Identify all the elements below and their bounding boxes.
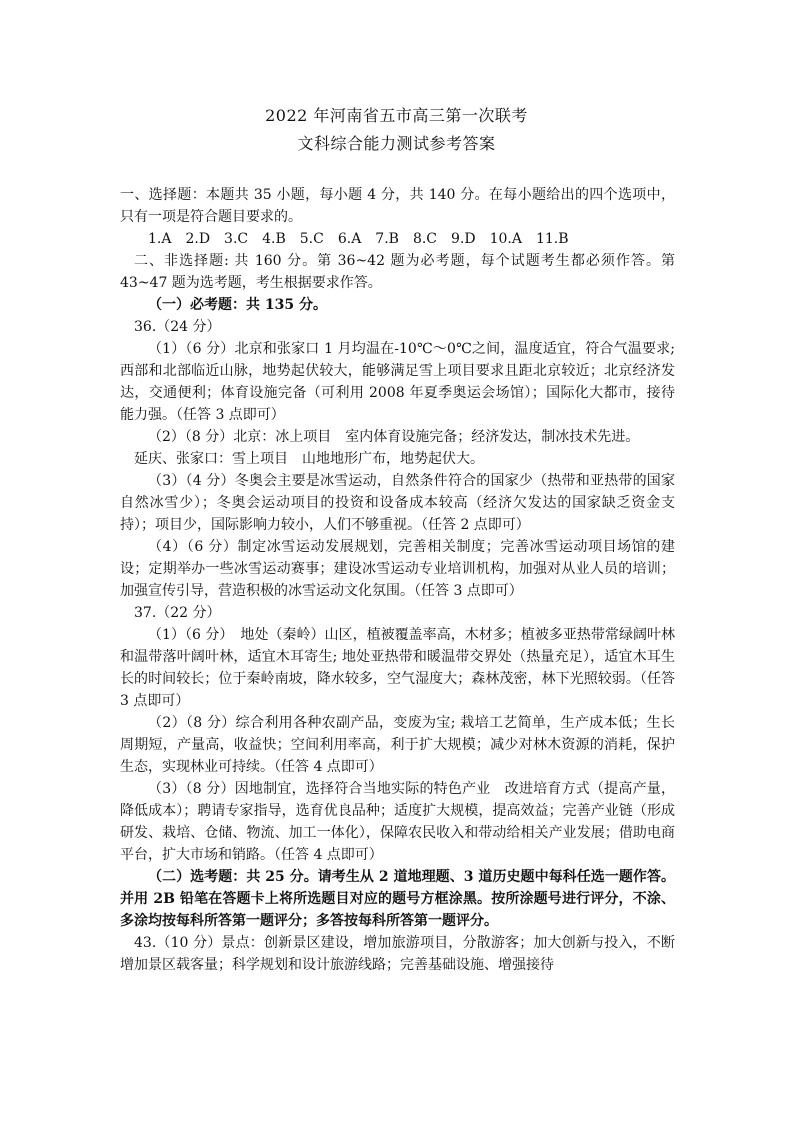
question-43-answer: 43.（10 分）景点：创新景区建设，增加旅游项目，分散游客；加大创新与投入，不断增加景区载客量；科学规划和设计旅游线路；完善基础设施、增强接待 — [120, 935, 675, 973]
document-title: 2022 年河南省五市高三第一次联考 — [265, 106, 528, 125]
q36-part-2: （2）（8 分）北京：冰上项目 室内体育设施完备；经济发达，制冰技术先进。 — [148, 429, 640, 445]
question-36-heading: 36.（24 分） — [134, 319, 221, 335]
section-one-heading: 一、选择题：本题共 35 小题，每小题 4 分，共 140 分。在每小题给出的四个选项中，只有一项是符合题目要求的。 — [120, 187, 675, 225]
q37-part-2: （2）（8 分）综合利用各种农副产品，变废为宝; 栽培工艺简单，生产成本低；生长周期短，产量高，收益快；空间利用率高，利于扩大规模；减少对林木资源的消耗，保护生态，实现林业可持续。（任答 4 点即可） — [120, 715, 675, 775]
answer-content — [120, 184, 675, 976]
q36-part-4: （4）（6 分）制定冰雪运动发展规划，完善相关制度；完善冰雪运动项目场馆的建设；定期举办一些冰雪运动赛事；建设冰雪运动专业培训机构，加强对从业人员的培训；加强宣传引导，营造积极的冰雪运动文化氛围。（任答 3 点即可） — [120, 539, 675, 599]
q37-part-1: （1）（6 分） 地处（秦岭）山区，植被覆盖率高，木材多；植被多亚热带常绿阔叶林和温带落叶阔叶林，适宜木耳寄生; 地处亚热带和暖温带交界处（热量充足），适宜木耳生长的时间较长；位于秦岭南坡，降水较多，空气湿度大；森林茂密，林下光照较弱。（任答 3 点即可） — [120, 627, 675, 709]
choice-answers: 1.A 2.D 3.C 4.B 5.C 6.A 7.B 8.C 9.D 10.A 11.B — [148, 231, 569, 247]
question-37-heading: 37.（22 分） — [134, 605, 221, 621]
q36-part-1: （1）（6 分）北京和张家口 1 月均温在-10℃～0℃之间，温度适宜，符合气温要求; 西部和北部临近山脉，地势起伏较大，能够满足雪上项目要求且距北京较近；北京经济发达，交通便利；体育设施完备（可利用 2008 年夏季奥运会场馆）；国际化大都市，接待能力强。（任答 3 点即可） — [120, 341, 675, 423]
q37-part-3: （3）（8 分）因地制宜，选择符合当地实际的特色产业 改进培育方式（提高产量，降低成本）；聘请专家指导，选育优良品种；适度扩大规模，提高效益；完善产业链（形成研发、栽培、仓储、物流、加工一体化），保障农民收入和带动给相关产业发展；借助电商平台，扩大市场和销路。（任答 4 点即可） — [120, 781, 675, 863]
q36-part-3: （3）（4 分）冬奥会主要是冰雪运动，自然条件符合的国家少（热带和亚热带的国家自然冰雪少）；冬奥会运动项目的投资和设备成本较高（经济欠发达的国家缺乏资金支持）；项目少，国际影响力较小，人们不够重视。（任答 2 点即可） — [120, 473, 675, 533]
document-subtitle: 文科综合能力测试参考答案 — [297, 134, 496, 153]
elective-section-heading: （二）选考题：共 25 分。请考生从 2 道地理题、3 道历史题中每科任选一题作答。并用 2B 铅笔在答题卡上将所选题目对应的题号方框涂黑。按所涂题号进行评分，不涂、多涂均按每科所答第一题评分；多答按每科所答第一题评分。 — [120, 869, 675, 929]
section-two-heading: 二、非选择题: 共 160 分。第 36~42 题为必考题，每个试题考生都必须作答。第 43~47 题为选考题，考生根据要求作答。 — [120, 253, 675, 291]
q36-part-2-continued: 延庆、张家口：雪上项目 山地地形广布，地势起伏大。 — [134, 451, 484, 467]
required-section-heading: （一）必考题：共 135 分。 — [148, 297, 327, 313]
